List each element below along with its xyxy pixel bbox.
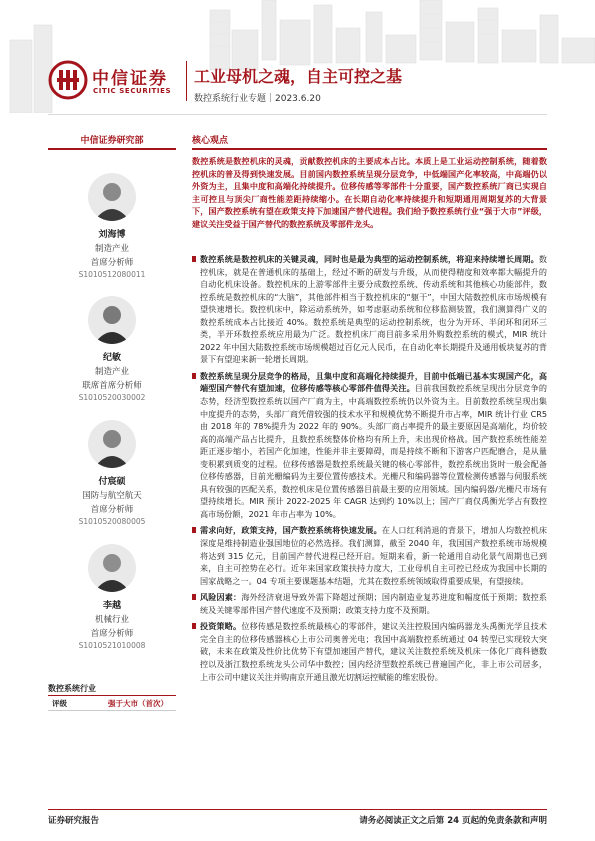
rating-bottom-rule — [48, 710, 176, 711]
key-point-lead: 数控系统是数控机床的关键灵魂，同时也是最为典型的运动控制系统，将迎来持续增长周期。 — [200, 254, 539, 264]
key-point-lead: 投资策略。 — [200, 621, 242, 632]
key-point — [192, 253, 547, 366]
key-point-lead: 数控系统呈现分层竞争的格局，且集中度和高端化持续提升，目前中低端已基本实现国产化，高端型国产替代有望加速，位移传感等核心零部件值得关注。 — [200, 370, 547, 394]
rating-section-heading: 数控系统行业 — [48, 684, 96, 693]
analyst-cert-number: S1010520030002 — [78, 393, 146, 402]
key-point-body: 海外经济衰退导致外需下降超过预期；国内制造业复苏进度和幅度低于预期；数控系统及关键零部件国产替代速度不及预期；政策支持力度不及预期。 — [200, 592, 547, 615]
key-point-body: 数控机床，就是在普通机床的基础上，经过不断的研发与升级，从而使得精度和效率都大幅提升的自动化机床设备。数控机床的上游零部件主要分成数控系统、传动系统和其他核心功能部件，数控系统是数控机床的“大脑”，其他部件相当于数控机床的“躯干”，中国大陆数控机床市场规模有望快速增长。数控机床中，除运动系统外，如考虑驱动系统和位移监测装置，我们测算得广义的数控系统成本占比接近 40%。数控系统是典型的运动控制系统，也分为开环、半闭环和闭环三类，半开环数控系统应用最为广泛。数控机床厂商目前多采用外购数控系统的模式，MIR 统计 2022 年中国大陆数控系统市场规模超过百亿元人民币，在自动化率长期提升及通用板块复苏的背景下有望迎来新一轮增长周期。 — [200, 254, 547, 365]
analyst-photo — [88, 544, 136, 592]
logo-chinese-name: 中信证券 — [92, 69, 168, 89]
key-point — [192, 370, 547, 521]
key-points-list — [192, 253, 547, 687]
header-rule — [48, 114, 547, 115]
key-point — [192, 524, 547, 587]
header-divider — [186, 61, 187, 101]
analyst-card — [48, 173, 176, 279]
analyst-title: 首席分析师 — [90, 258, 134, 268]
key-point — [192, 620, 547, 683]
analyst-name: 李越 — [102, 601, 121, 611]
footer-disclaimer: 请务必阅读正文之后第 24 页起的免责条款和声明 — [359, 816, 547, 826]
report-title: 工业母机之魂，自主可控之基 — [194, 67, 403, 86]
key-point-body: 在人口红利消退的背景下，增加人均数控机床深度是维持制造业强国地位的必然选择。我们测算，截至 2040 年，我国国产数控系统市场规模将达到 315 亿元，目前国产替代进程已经开启。短期来看，新一轮通用自动化景气周期也已到来，自主可控势在必行。近年来国家政策扶持力度大，工业母机自主可控已经成为我国中长期的国家战略之一。04 专项主要课题基本结题，尤其在数控系统领域取得重要成果，有望接续。 — [200, 525, 547, 586]
analyst-title: 联席首席分析师 — [82, 381, 142, 391]
analyst-name: 刘海博 — [98, 230, 126, 240]
research-dept-heading: 中信证券研究部 — [80, 136, 144, 146]
logo-english-name: CITIC SECURITIES — [93, 87, 172, 95]
analyst-name: 纪敏 — [102, 353, 121, 363]
analyst-cert-number: S1010521010008 — [78, 641, 146, 650]
key-point — [192, 591, 547, 616]
rating-value: 强于大市（首次） — [108, 699, 168, 708]
analyst-photo — [88, 420, 136, 468]
analyst-title: 首席分析师 — [90, 505, 134, 515]
core-view-heading: 核心观点 — [192, 136, 229, 146]
key-point-lead: 风险因素： — [200, 592, 242, 603]
report-subtitle: 数控系统行业专题｜2023.6.20 — [194, 94, 321, 104]
analyst-sector: 制造产业 — [94, 244, 129, 254]
key-point-lead: 需求向好，政策支持，国产数控系统将快速发展。 — [200, 525, 382, 536]
key-point-body: 目前我国数控系统呈现出分层竞争的态势，经济型数控系统以国产厂商为主，中高端数控系统仍以外资为主。目前数控系统呈现出集中度提升的态势，头部厂商凭借较强的技术水平和规模优势不断提升市占率，MIR 统计行业 CR5 由 2018 年的 78%提升为 2022 年的 90%。头部厂商占率提升的最主要原因是高端化，均价较高的高端产品占比提升，且数控系统整体价格均有所上升，未出现价格战。国产数控系统性能差距正逐步缩小，若国产化加速，性能并非主要障碍，而是持续不断和下游客户匹配磨合，是从量变积累到质变的过程。位移传感器是数控系统最关键的核心零部件，数控系统出货时一般会配备位移传感器，目前光栅编码为主要位置传感技术。光栅尺和编码器等位置检测传感器与伺服系统具有较强的匹配关系，数控机床是位置传感器目前最主要的应用领域。国内编码器/光栅尺市场有望持续增长。MIR 预计 2022-2025 年 CAGR 达到约 10%以上；国产厂商仅禹衡光学占有数控高市场份额，2021 年市占率为 10%。 — [200, 383, 547, 519]
analyst-card — [48, 296, 176, 402]
analyst-cert-number: S1010512080011 — [78, 270, 146, 279]
analyst-photo — [88, 173, 136, 221]
citic-logo — [48, 60, 188, 100]
rating-rule — [48, 695, 176, 696]
analyst-card — [48, 420, 176, 526]
analyst-sector: 机械行业 — [94, 615, 129, 625]
footer-rule — [48, 809, 547, 810]
analyst-sector: 制造产业 — [94, 367, 129, 377]
report-header — [0, 0, 595, 113]
analyst-card — [48, 544, 176, 650]
rating-label: 评级 — [52, 699, 67, 708]
analyst-photo — [88, 296, 136, 344]
analyst-cert-number: S1010520080005 — [78, 517, 146, 526]
citic-logo-mark-icon — [48, 60, 88, 100]
analyst-name: 付宸硕 — [98, 477, 126, 487]
abstract-paragraph: 数控系统是数控机床的灵魂，贡献数控机床的主要成本占比。本质上是工业运动控制系统，随着数控机床的普及得到快速发展。目前国内数控系统呈现分层竞争，中低端国产化率较高，中高端仍以外资为主，且集中度和高端化持续提升。位移传感等零部件十分重要，国产数控系统厂商已实现自主可控且与顶尖厂商性能差距持续缩小。在长期自动化率持续提升和短期通用周期复苏的大背景下，国产数控系统有望在政策支持下加速国产替代进程。我们给予数控系统行业“强于大市”评级，建议关注受益于国产替代的数控系统及零部件龙头。 — [192, 156, 547, 229]
left-heading-rule — [48, 148, 176, 150]
key-point-body: 位移传感是数控系统最核心的零部件，建议关注控股国内编码器龙头禹衡光学且技术完全自主的位移传感器核心上市公司奥普光电；我国中高端数控系统通过 04 转型已实现较大突破，未来在政策及性价比优势下有望加速国产替代，建议关注数控系统及机床一体化厂商科德数控以及浙江数控系统龙头公司华中数控；国内经济型数控系统已普遍国产化，非上市公司居多，上市公司中建议关注并购南京开通且激光切割运控赋能的维宏股份。 — [200, 621, 547, 682]
footer-report-type: 证券研究报告 — [48, 816, 100, 826]
analyst-sector: 国防与航空航天 — [82, 491, 142, 501]
core-heading-rule — [192, 148, 547, 150]
analyst-title: 首席分析师 — [90, 629, 134, 639]
